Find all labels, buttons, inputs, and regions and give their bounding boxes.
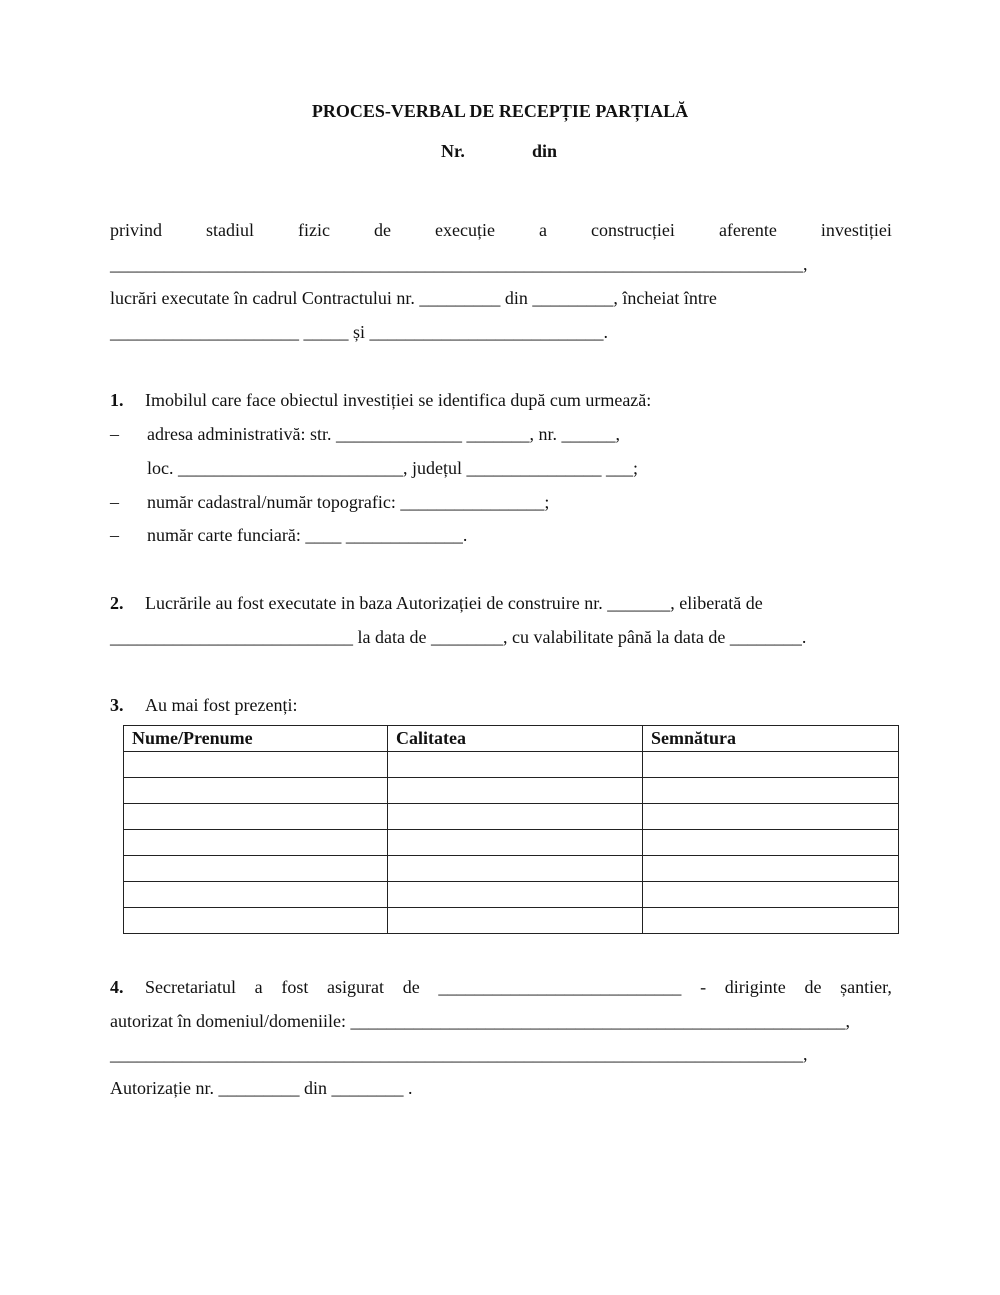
table-row <box>124 830 899 856</box>
section-4-word: șantier, <box>840 977 892 997</box>
table-header-row <box>124 726 899 752</box>
section-4-line-2: autorizat în domeniul/domeniile: _______________________________________________________, <box>110 1011 850 1031</box>
table-row <box>124 804 899 830</box>
intro-word: construcției <box>590 220 675 240</box>
intro-word: stadiul <box>206 220 254 240</box>
section-3-number: 3. <box>110 695 124 715</box>
attendees-table <box>123 725 899 934</box>
section-4-word: - <box>700 977 707 997</box>
section-2-line-1: Lucrările au fost executate in baza Autorizației de construire nr. _______, eliberată de <box>145 593 763 613</box>
header-role: Calitatea <box>388 726 643 752</box>
section-1-number: 1. <box>110 390 124 410</box>
signature-cell[interactable] <box>643 856 899 882</box>
name-cell[interactable] <box>124 856 388 882</box>
header-name: Nume/Prenume <box>124 726 388 752</box>
intro-word: privind <box>110 220 162 240</box>
name-cell[interactable] <box>124 830 388 856</box>
name-cell[interactable] <box>124 882 388 908</box>
name-cell[interactable] <box>124 804 388 830</box>
signature-cell[interactable] <box>643 778 899 804</box>
signature-cell[interactable] <box>643 908 899 934</box>
intro-line-4: _____________________ _____ și __________________________. <box>110 322 609 342</box>
intro-word: execuție <box>434 220 495 240</box>
intro-line-3: lucrări executate în cadrul Contractului nr. _________ din _________, încheiat între <box>110 288 717 308</box>
intro-word: investiției <box>820 220 892 240</box>
role-cell[interactable] <box>388 882 643 908</box>
name-cell[interactable] <box>124 908 388 934</box>
section-4-word: de <box>402 977 420 997</box>
section-4-word: Secretariatul <box>145 977 236 997</box>
number-label: Nr. <box>441 141 465 161</box>
intro-line-1 <box>110 219 892 241</box>
signature-cell[interactable] <box>643 804 899 830</box>
section-4-line-1 <box>145 976 892 998</box>
section-3-text: Au mai fost prezenți: <box>145 695 298 715</box>
table-row <box>124 856 899 882</box>
section-4-line-3: _____________________________________________________________________________, <box>110 1044 808 1064</box>
intro-word: aferente <box>718 220 777 240</box>
role-cell[interactable] <box>388 752 643 778</box>
section-4-number: 4. <box>110 977 124 997</box>
section-4-word: diriginte <box>724 977 786 997</box>
role-cell[interactable] <box>388 804 643 830</box>
list-dash: – <box>110 424 119 444</box>
signature-cell[interactable] <box>643 752 899 778</box>
table-row <box>124 778 899 804</box>
name-cell[interactable] <box>124 752 388 778</box>
section-4-word: fost <box>281 977 309 997</box>
section-4-line-4: Autorizație nr. _________ din ________ . <box>110 1078 413 1098</box>
intro-line-2: _____________________________________________________________________________, <box>110 254 808 274</box>
section-2-number: 2. <box>110 593 124 613</box>
header-signature: Semnătura <box>643 726 899 752</box>
table-row <box>124 882 899 908</box>
intro-word: de <box>373 220 391 240</box>
name-cell[interactable] <box>124 778 388 804</box>
section-4-word: a <box>254 977 263 997</box>
date-label: din <box>532 141 558 161</box>
locality-line: loc. _________________________, județul _______________ ___; <box>147 458 638 478</box>
role-cell[interactable] <box>388 856 643 882</box>
intro-word: fizic <box>298 220 330 240</box>
document-title: PROCES-VERBAL DE RECEPȚIE PARȚIALĂ <box>311 101 689 121</box>
table-row <box>124 908 899 934</box>
section-4-word: de <box>804 977 822 997</box>
role-cell[interactable] <box>388 778 643 804</box>
list-dash: – <box>110 492 119 512</box>
section-1-text: Imobilul care face obiectul investiției se identifica după cum urmează: <box>145 390 652 410</box>
list-dash: – <box>110 525 119 545</box>
section-4-word: asigurat <box>327 977 384 997</box>
cadastral-line: număr cadastral/număr topografic: ________________; <box>147 492 550 512</box>
signature-cell[interactable] <box>643 882 899 908</box>
role-cell[interactable] <box>388 908 643 934</box>
section-2-line-2: ___________________________ la data de ________, cu valabilitate până la data de ________. <box>110 627 807 647</box>
intro-word: a <box>538 220 547 240</box>
table-row <box>124 752 899 778</box>
section-4-word: ___________________________ <box>438 977 682 997</box>
land-book-line: număr carte funciară: ____ _____________. <box>147 525 468 545</box>
signature-cell[interactable] <box>643 830 899 856</box>
address-line: adresa administrativă: str. ______________ _______, nr. ______, <box>147 424 620 444</box>
role-cell[interactable] <box>388 830 643 856</box>
